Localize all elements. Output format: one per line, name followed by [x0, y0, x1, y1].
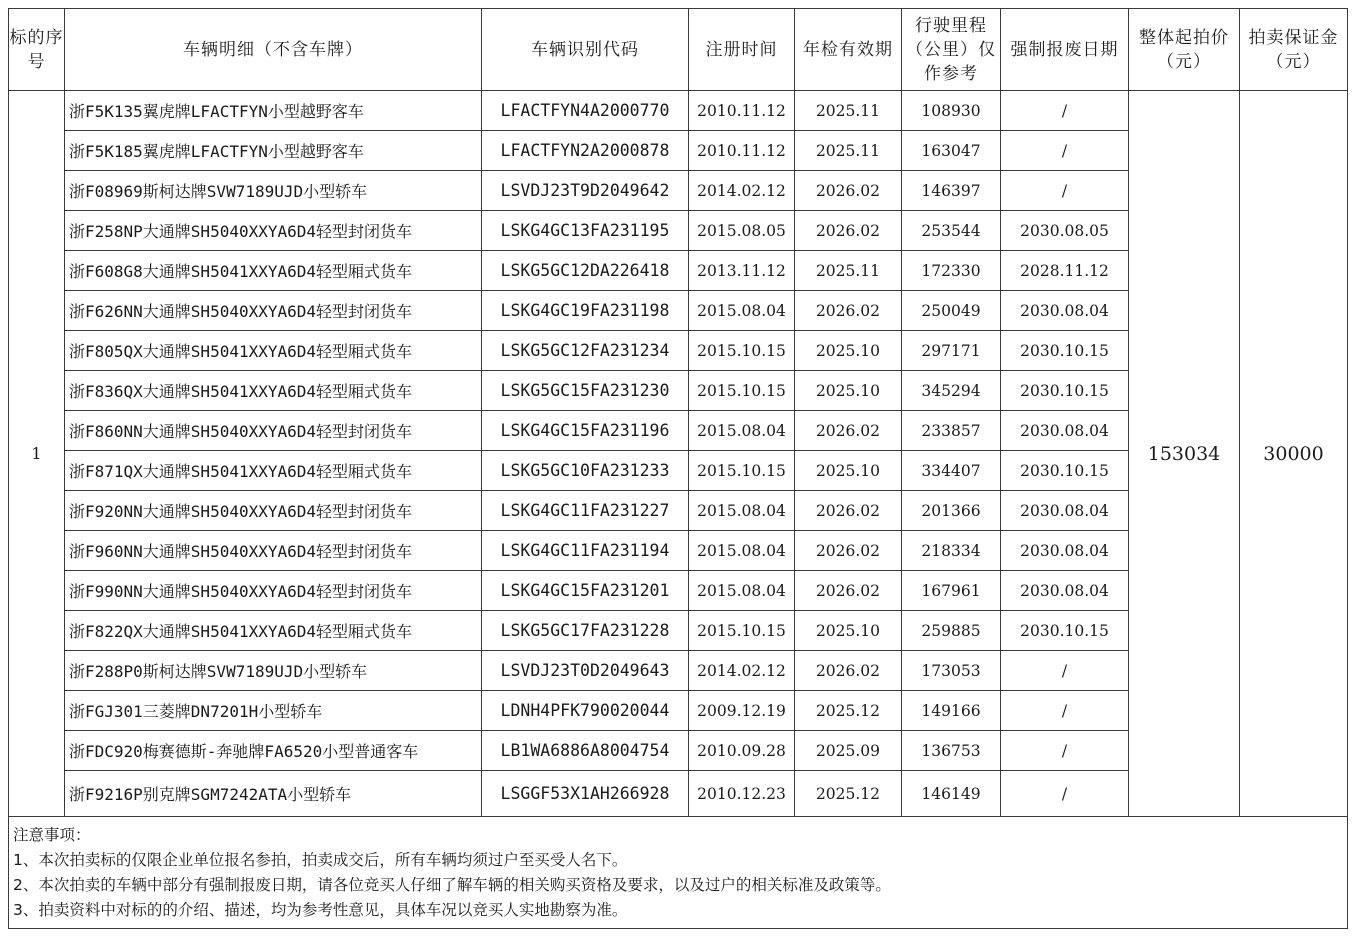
vehicle-description: 浙F9216P别克牌SGM7242ATA小型轿车	[65, 771, 482, 817]
mileage-km: 297171	[902, 331, 1001, 371]
vehicle-vin: LSKG5GC15FA231230	[482, 371, 689, 411]
mileage-km: 172330	[902, 251, 1001, 291]
vehicle-description: 浙F288P0斯柯达牌SVW7189UJD小型轿车	[65, 651, 482, 691]
note-item-1: 1、本次拍卖标的仅限企业单位报名参拍，拍卖成交后，所有车辆均须过户至买受人名下。	[13, 851, 628, 869]
mileage-km: 146397	[902, 171, 1001, 211]
vehicle-vin: LSKG4GC15FA231201	[482, 571, 689, 611]
registration-date: 2015.10.15	[689, 611, 795, 651]
vehicle-description: 浙F5K185翼虎牌LFACTFYN小型越野客车	[65, 131, 482, 171]
inspection-valid-until: 2025.11	[795, 251, 902, 291]
header-details: 车辆明细（不含车牌）	[65, 9, 482, 91]
vehicle-description: 浙F258NP大通牌SH5040XXYA6D4轻型封闭货车	[65, 211, 482, 251]
mandatory-scrap-date: 2028.11.12	[1001, 251, 1129, 291]
vehicle-vin: LSKG4GC13FA231195	[482, 211, 689, 251]
mileage-km: 334407	[902, 451, 1001, 491]
registration-date: 2015.08.04	[689, 491, 795, 531]
inspection-valid-until: 2025.09	[795, 731, 902, 771]
mileage-km: 250049	[902, 291, 1001, 331]
inspection-valid-until: 2025.10	[795, 371, 902, 411]
vehicle-table-body	[9, 91, 1348, 817]
registration-date: 2009.12.19	[689, 691, 795, 731]
vehicle-vin: LDNH4PFK790020044	[482, 691, 689, 731]
mileage-km: 149166	[902, 691, 1001, 731]
inspection-valid-until: 2026.02	[795, 491, 902, 531]
mandatory-scrap-date: 2030.08.05	[1001, 211, 1129, 251]
header-deposit: 拍卖保证金（元）	[1240, 9, 1348, 91]
mileage-km: 253544	[902, 211, 1001, 251]
inspection-valid-until: 2025.11	[795, 131, 902, 171]
vehicle-description: 浙F608G8大通牌SH5041XXYA6D4轻型厢式货车	[65, 251, 482, 291]
vehicle-vin: LSKG4GC15FA231196	[482, 411, 689, 451]
inspection-valid-until: 2025.10	[795, 451, 902, 491]
notes-title: 注意事项：	[13, 826, 91, 844]
mandatory-scrap-date: /	[1001, 131, 1129, 171]
note-item-3: 3、拍卖资料中对标的的介绍、描述，均为参考性意见，具体车况以竞买人实地勘察为准。	[13, 901, 628, 919]
registration-date: 2015.08.05	[689, 211, 795, 251]
vehicle-vin: LSVDJ23T0D2049643	[482, 651, 689, 691]
vehicle-vin: LB1WA6886A8004754	[482, 731, 689, 771]
mileage-km: 163047	[902, 131, 1001, 171]
header-lot-no: 标的序号	[9, 9, 65, 91]
mandatory-scrap-date: 2030.08.04	[1001, 411, 1129, 451]
mileage-km: 173053	[902, 651, 1001, 691]
registration-date: 2010.11.12	[689, 91, 795, 131]
inspection-valid-until: 2025.11	[795, 91, 902, 131]
registration-date: 2014.02.12	[689, 651, 795, 691]
vehicle-description: 浙F871QX大通牌SH5041XXYA6D4轻型厢式货车	[65, 451, 482, 491]
mileage-km: 233857	[902, 411, 1001, 451]
registration-date: 2015.08.04	[689, 291, 795, 331]
vehicle-description: 浙F5K135翼虎牌LFACTFYN小型越野客车	[65, 91, 482, 131]
vehicle-vin: LSKG5GC12DA226418	[482, 251, 689, 291]
inspection-valid-until: 2026.02	[795, 651, 902, 691]
table-row	[9, 91, 1348, 131]
vehicle-description: 浙F08969斯柯达牌SVW7189UJD小型轿车	[65, 171, 482, 211]
registration-date: 2015.10.15	[689, 451, 795, 491]
registration-date: 2015.08.04	[689, 531, 795, 571]
vehicle-vin: LSKG4GC19FA231198	[482, 291, 689, 331]
mileage-km: 218334	[902, 531, 1001, 571]
vehicle-vin: LSGGF53X1AH266928	[482, 771, 689, 817]
vehicle-vin: LFACTFYN4A2000770	[482, 91, 689, 131]
inspection-valid-until: 2026.02	[795, 171, 902, 211]
vehicle-description: 浙F626NN大通牌SH5040XXYA6D4轻型封闭货车	[65, 291, 482, 331]
vehicle-description: 浙F836QX大通牌SH5041XXYA6D4轻型厢式货车	[65, 371, 482, 411]
registration-date: 2010.09.28	[689, 731, 795, 771]
mandatory-scrap-date: /	[1001, 91, 1129, 131]
auction-deposit: 30000	[1240, 91, 1348, 817]
mandatory-scrap-date: 2030.08.04	[1001, 571, 1129, 611]
inspection-valid-until: 2025.10	[795, 611, 902, 651]
vehicle-description: 浙FGJ301三菱牌DN7201H小型轿车	[65, 691, 482, 731]
vehicle-vin: LSVDJ23T9D2049642	[482, 171, 689, 211]
registration-date: 2015.08.04	[689, 411, 795, 451]
mandatory-scrap-date: 2030.08.04	[1001, 531, 1129, 571]
header-start-price: 整体起拍价（元）	[1129, 9, 1240, 91]
mandatory-scrap-date: 2030.08.04	[1001, 491, 1129, 531]
registration-date: 2013.11.12	[689, 251, 795, 291]
auction-vehicle-table	[8, 8, 1348, 929]
start-price: 153034	[1129, 91, 1240, 817]
vehicle-vin: LSKG4GC11FA231194	[482, 531, 689, 571]
mileage-km: 108930	[902, 91, 1001, 131]
vehicle-description: 浙F960NN大通牌SH5040XXYA6D4轻型封闭货车	[65, 531, 482, 571]
inspection-valid-until: 2026.02	[795, 571, 902, 611]
inspection-valid-until: 2025.10	[795, 331, 902, 371]
vehicle-vin: LSKG5GC17FA231228	[482, 611, 689, 651]
header-inspection: 年检有效期	[795, 9, 902, 91]
mandatory-scrap-date: /	[1001, 771, 1129, 817]
registration-date: 2014.02.12	[689, 171, 795, 211]
vehicle-description: 浙FDC920梅赛德斯-奔驰牌FA6520小型普通客车	[65, 731, 482, 771]
vehicle-description: 浙F920NN大通牌SH5040XXYA6D4轻型封闭货车	[65, 491, 482, 531]
mandatory-scrap-date: 2030.10.15	[1001, 371, 1129, 411]
vehicle-vin: LFACTFYN2A2000878	[482, 131, 689, 171]
notes-cell	[9, 817, 1348, 929]
mandatory-scrap-date: 2030.10.15	[1001, 611, 1129, 651]
mandatory-scrap-date: /	[1001, 731, 1129, 771]
mandatory-scrap-date: /	[1001, 171, 1129, 211]
vehicle-vin: LSKG4GC11FA231227	[482, 491, 689, 531]
registration-date: 2015.10.15	[689, 371, 795, 411]
header-scrap-date: 强制报废日期	[1001, 9, 1129, 91]
mileage-km: 146149	[902, 771, 1001, 817]
header-reg-date: 注册时间	[689, 9, 795, 91]
mandatory-scrap-date: 2030.08.04	[1001, 291, 1129, 331]
inspection-valid-until: 2025.12	[795, 771, 902, 817]
inspection-valid-until: 2025.12	[795, 691, 902, 731]
inspection-valid-until: 2026.02	[795, 411, 902, 451]
registration-date: 2015.10.15	[689, 331, 795, 371]
mandatory-scrap-date: /	[1001, 691, 1129, 731]
mileage-km: 136753	[902, 731, 1001, 771]
vehicle-description: 浙F990NN大通牌SH5040XXYA6D4轻型封闭货车	[65, 571, 482, 611]
vehicle-vin: LSKG5GC12FA231234	[482, 331, 689, 371]
vehicle-vin: LSKG5GC10FA231233	[482, 451, 689, 491]
registration-date: 2010.11.12	[689, 131, 795, 171]
mandatory-scrap-date: /	[1001, 651, 1129, 691]
inspection-valid-until: 2026.02	[795, 211, 902, 251]
mileage-km: 345294	[902, 371, 1001, 411]
header-vin: 车辆识别代码	[482, 9, 689, 91]
vehicle-description: 浙F860NN大通牌SH5040XXYA6D4轻型封闭货车	[65, 411, 482, 451]
inspection-valid-until: 2026.02	[795, 531, 902, 571]
header-mileage: 行驶里程（公里）仅作参考	[902, 9, 1001, 91]
header-row	[9, 9, 1348, 91]
vehicle-description: 浙F805QX大通牌SH5041XXYA6D4轻型厢式货车	[65, 331, 482, 371]
lot-number: 1	[9, 91, 65, 817]
mandatory-scrap-date: 2030.10.15	[1001, 331, 1129, 371]
mileage-km: 201366	[902, 491, 1001, 531]
notes-row	[9, 817, 1348, 929]
note-item-2: 2、本次拍卖的车辆中部分有强制报废日期，请各位竞买人仔细了解车辆的相关购买资格及要求，以及过户的相关标准及政策等。	[13, 876, 891, 894]
registration-date: 2010.12.23	[689, 771, 795, 817]
mandatory-scrap-date: 2030.10.15	[1001, 451, 1129, 491]
registration-date: 2015.08.04	[689, 571, 795, 611]
vehicle-description: 浙F822QX大通牌SH5041XXYA6D4轻型厢式货车	[65, 611, 482, 651]
mileage-km: 167961	[902, 571, 1001, 611]
inspection-valid-until: 2026.02	[795, 291, 902, 331]
mileage-km: 259885	[902, 611, 1001, 651]
